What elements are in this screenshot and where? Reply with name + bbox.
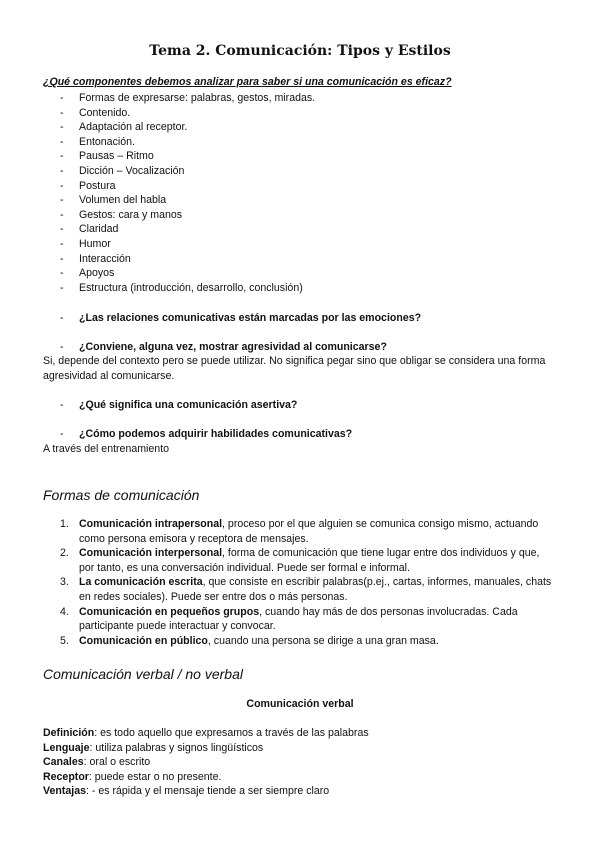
list-item: 4. Comunicación en pequeños grupos, cuando hay más de dos personas involucradas. Cada participante puede interactuar y convocar. (60, 605, 518, 633)
components-list (60, 91, 315, 295)
section-heading-forms: Formas de comunicación (43, 487, 200, 503)
definition-row: Ventajas: - es rápida y el mensaje tiende a ser siempre claro (43, 785, 330, 798)
list-item: - Entonación. (60, 135, 315, 150)
list-item: - Humor (60, 237, 315, 252)
list-item: 1. Comunicación intrapersonal, proceso por el que alguien se comunica consigo mismo, actuando como persona emisora y receptora de mensajes. (60, 518, 539, 545)
section-heading-verbal: Comunicación verbal / no verbal (43, 666, 243, 682)
definition-row: Lenguaje: utiliza palabras y signos lingüísticos (43, 741, 264, 754)
list-item: - Interacción (60, 252, 315, 267)
list-item: - Apoyos (60, 266, 315, 281)
forms-list (60, 517, 556, 648)
definition-row: Canales: oral o escrito (43, 756, 151, 769)
subheading-verbal: Comunicación verbal (246, 698, 354, 710)
list-item: - Gestos: cara y manos (60, 208, 315, 223)
main-question: ¿Qué componentes debemos analizar para saber si una comunicación es eficaz? (43, 76, 452, 88)
list-item: - Postura (60, 179, 315, 194)
list-item: 5. Comunicación en público, cuando una persona se dirige a una gran masa. (60, 634, 439, 647)
list-item: - Pausas – Ritmo (60, 149, 315, 164)
definition-row: Receptor: puede estar o no presente. (43, 770, 222, 783)
list-item: - Volumen del habla (60, 193, 315, 208)
list-item: - Adaptación al receptor. (60, 120, 315, 135)
question-aggressiveness: - ¿Conviene, alguna vez, mostrar agresividad al comunicarse? (60, 341, 387, 353)
question-assertive: - ¿Qué significa una comunicación asertiva? (60, 399, 298, 411)
list-item: - Contenido. (60, 106, 315, 121)
question-skills: - ¿Cómo podemos adquirir habilidades comunicativas? (60, 428, 353, 440)
list-item: - Claridad (60, 222, 315, 237)
definition-row: Definición: es todo aquello que expresamos a través de las palabras (43, 727, 369, 739)
answer-skills: A través del entrenamiento (43, 443, 170, 455)
page-title: Tema 2. Comunicación: Tipos y Estilos (149, 43, 451, 59)
list-item: 2. Comunicación interpersonal, forma de comunicación que tiene lugar entre dos individuos y que, por tanto, es una conversación individual. Puede ser formal e informal. (60, 547, 540, 574)
question-emotions: - ¿Las relaciones comunicativas están marcadas por las emociones? (60, 312, 422, 324)
answer-aggressiveness: Si, depende del contexto pero se puede utilizar. No significa pegar sino que obligar se considera una forma agresividad al comunicarse. (43, 355, 546, 382)
list-item: - Formas de expresarse: palabras, gestos, miradas. (60, 91, 315, 106)
list-item: - Estructura (introducción, desarrollo, conclusión) (60, 281, 315, 296)
definitions-list (43, 726, 563, 799)
list-item: - Dicción – Vocalización (60, 164, 315, 179)
list-item: 3. La comunicación escrita, que consiste en escribir palabras(p.ej., cartas, informes, manuales, chats en redes sociales). Puede ser entre dos o más personas. (60, 576, 552, 603)
